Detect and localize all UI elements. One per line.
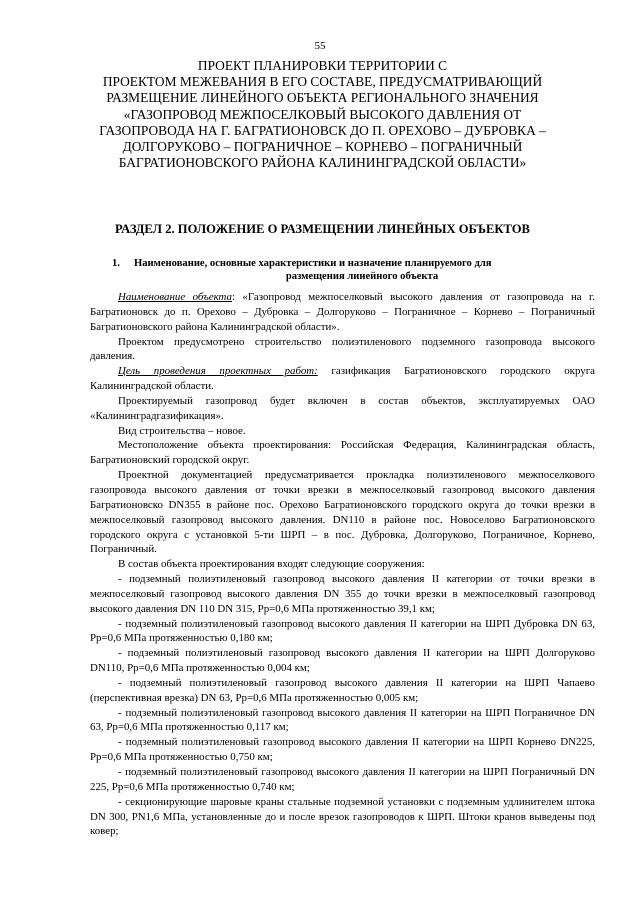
paragraph: В состав объекта проектирования входят следующие сооружения: — [118, 558, 425, 571]
list-item: - подземный полиэтиленовый газопровод высокого давления II категории на ШРП Пограничное DN 63, Рр=0,6 МПа протяженностью 0,117 км; — [90, 706, 595, 734]
subsection-number: 1. — [112, 258, 120, 269]
list-item: - подземный полиэтиленовый газопровод высокого давления II категории от точки врезки в межпоселковый газопровод высокого давления DN 355 до точки врезки в межпоселковый газопровод высокого давления DN 110 DN 315, Рр=0,6 МПа протяженностью 39,1 км; — [90, 573, 595, 615]
paragraph-object-name — [90, 290, 595, 335]
list-item: - подземный полиэтиленовый газопровод высокого давления II категории на ШРП Пограничный DN 225, Рр=0,6 МПа протяженностью 0,740 км; — [90, 766, 595, 793]
paragraph: Проектной документацией предусматривается прокладка полиэтиленового межпоселкового газопровода высокого давления от точки врезки в межпоселковый газопровод высокого давления Багратионовско DN355 в районе пос. Орехово Багратионовского городского округа до точки врезки в межпоселковый газопровод высокого давления. DN110 в районе пос. Новоселово Багратионовского городского округа с установкой 5-ти ШРП – в пос. Дубровка, Долгоруково, Пограничное, Корнево, Пограничный. — [90, 469, 595, 556]
subsection-title-line: размещения линейного объекта — [285, 271, 439, 282]
paragraph: Проектируемый газопровод будет включен в состав объектов, эксплуатируемых ОАО «Калининградгазификация». — [90, 394, 595, 422]
project-title-line: БАГРАТИОНОВСКОГО РАЙОНА КАЛИНИНГРАДСКОЙ ОБЛАСТИ» — [118, 155, 527, 171]
paragraph: Проектом предусмотрено строительство полиэтиленового подземного газопровода высокого давления. — [90, 335, 595, 363]
page-number: 55 — [314, 40, 326, 52]
project-title-line: «ГАЗОПРОВОД МЕЖПОСЕЛКОВЫЙ ВЫСОКОГО ДАВЛЕНИЯ ОТ — [123, 106, 522, 122]
paragraph: Вид строительства – новое. — [118, 424, 246, 437]
list-item: - подземный полиэтиленовый газопровод высокого давления II категории на ШРП Дубровка DN 63, Рр=0,6 МПа протяженностью 0,180 км; — [90, 617, 595, 645]
section-title: РАЗДЕЛ 2. ПОЛОЖЕНИЕ О РАЗМЕЩЕНИИ ЛИНЕЙНЫХ ОБЪЕКТОВ — [115, 222, 530, 236]
subsection-title-line: Наименование, основные характеристики и назначение планируемого для — [134, 258, 492, 269]
goal-text: газификация Багратионовского городского округа Калининградской области. — [90, 365, 596, 393]
list-item: - подземный полиэтиленовый газопровод высокого давления II категории на ШРП Долгоруково DN110, Рр=0,6 МПа протяженностью 0,004 км; — [90, 647, 595, 675]
project-title-line: ГАЗОПРОВОДА НА Г. БАГРАТИОНОВСК ДО П. ОРЕХОВО – ДУБРОВКА – — [99, 122, 546, 138]
project-title-line: ДОЛГОРУКОВО – ПОГРАНИЧНОЕ – КОРНЕВО – ПОГРАНИЧНЫЙ — [122, 139, 523, 155]
object-name-label: Наименование объекта — [118, 291, 232, 303]
project-title-line: ПРОЕКТОМ МЕЖЕВАНИЯ В ЕГО СОСТАВЕ, ПРЕДУСМАТРИВАЮЩИЙ — [102, 74, 543, 90]
paragraph-goal — [90, 364, 595, 394]
list-item: - подземный полиэтиленовый газопровод высокого давления II категории на ШРП Чапаево (перспективная врезка) DN 63, Рр=0,6 МПа протяженностью 0,005 км; — [90, 676, 595, 704]
project-title — [70, 58, 575, 171]
goal-label: Цель проведения проектных работ: — [118, 365, 318, 378]
project-title-line: РАЗМЕЩЕНИЕ ЛИНЕЙНОГО ОБЪЕКТА РЕГИОНАЛЬНОГО ЗНАЧЕНИЯ — [106, 90, 539, 106]
paragraph: Местоположение объекта проектирования: Российская Федерация, Калининградская область, Багратионовский городской округ. — [90, 439, 595, 467]
project-title-line: ПРОЕКТ ПЛАНИРОВКИ ТЕРРИТОРИИ С — [197, 58, 448, 73]
list-item: - секционирующие шаровые краны стальные подземной установки с подземным удлинителем штока DN 300, PN1,6 МПа, установленные до и после врезок газопроводов к ШРП. Штоки кранов выведены под ковер; — [90, 795, 595, 838]
list-item: - подземный полиэтиленовый газопровод высокого давления II категории на ШРП Корнево DN225, Рр=0,6 МПа протяженностью 0,750 км; — [90, 736, 595, 764]
subsection-title — [112, 257, 582, 283]
body-text — [90, 290, 595, 839]
object-name-text: : «Газопровод межпоселковый высокого давления от газопровода на г. Багратионовск до п. Орехово – Дубровка – Долгоруково – Пограничное – Корнево – Пограничный Багратионовского района Калининградской области». — [90, 291, 595, 333]
